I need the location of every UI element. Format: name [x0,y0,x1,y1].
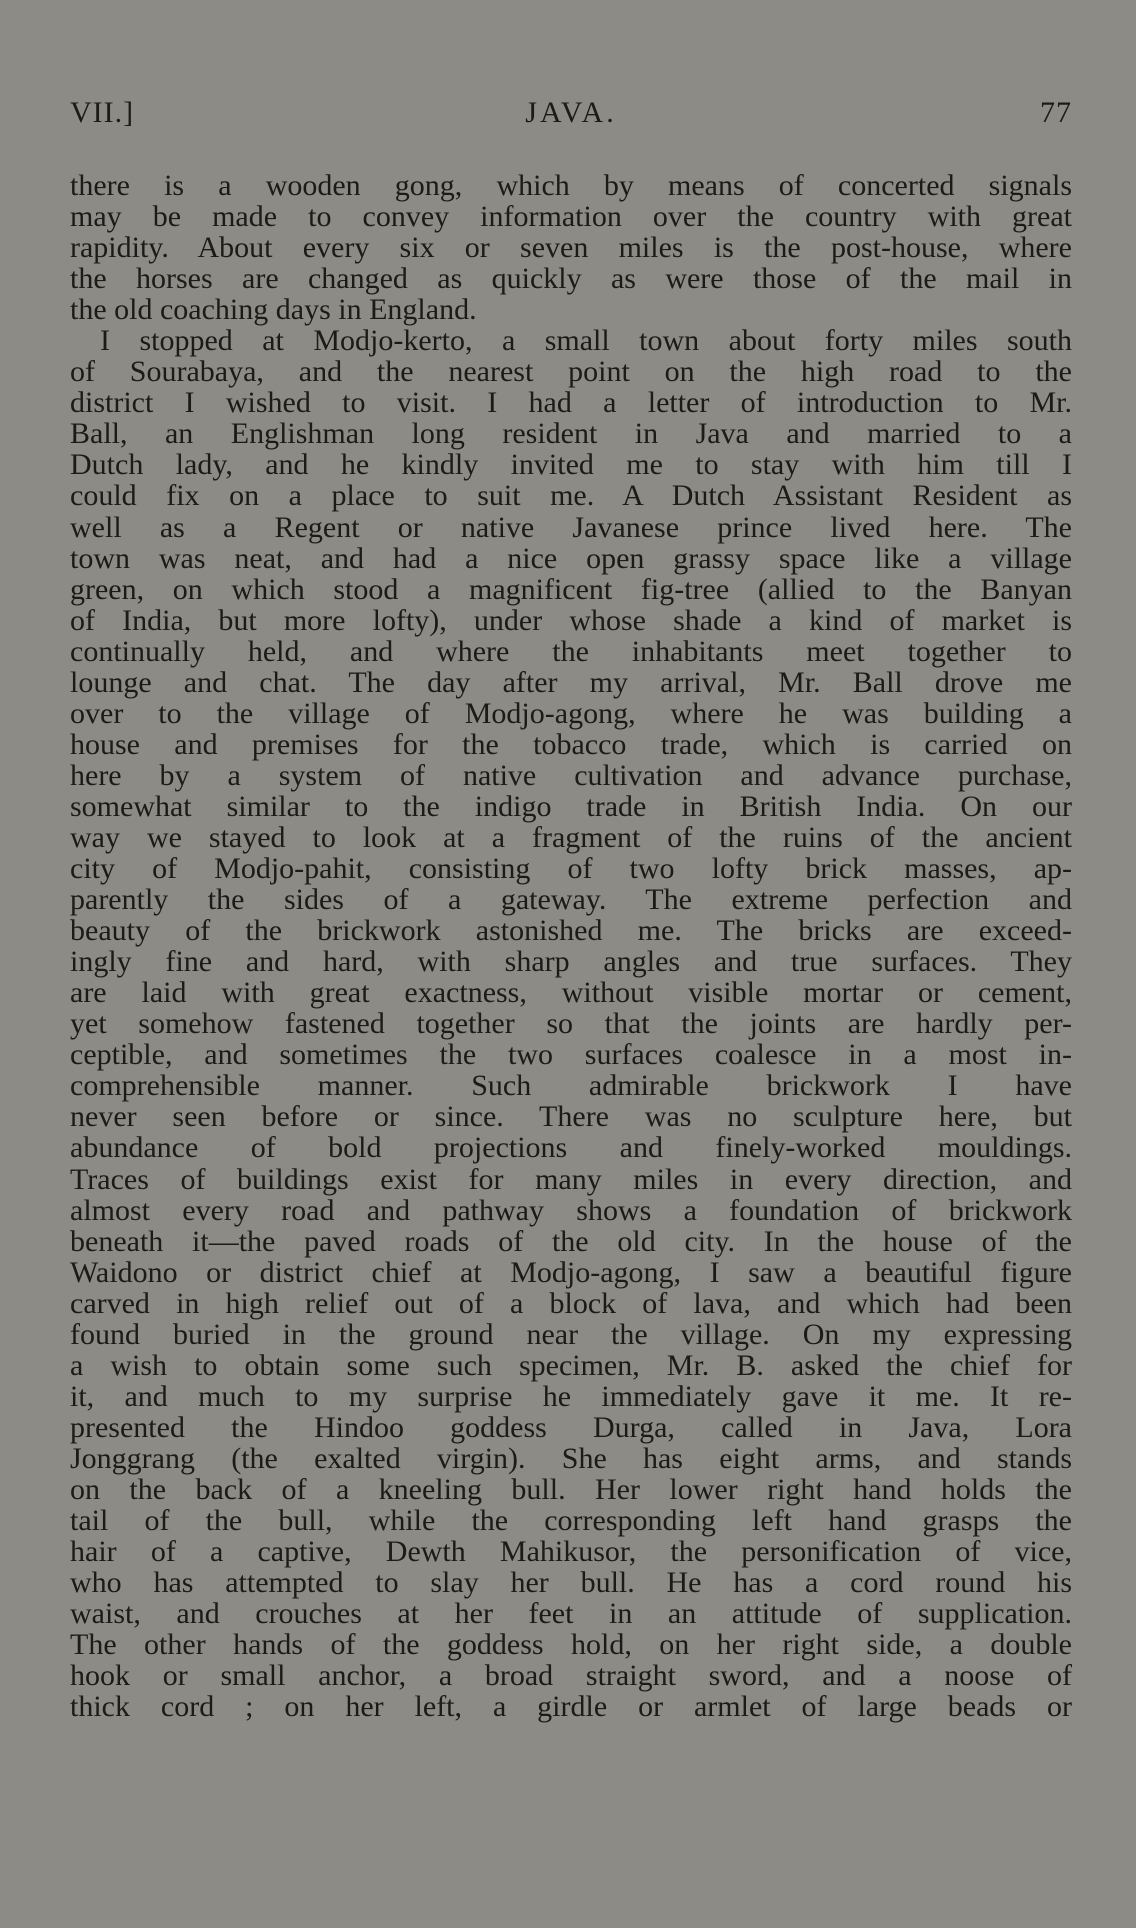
text-line: ingly fine and hard, with sharp angles and true surfaces. They [70,945,1072,979]
text-line: of India, but more lofty), under whose shade a kind of market is [70,603,1072,637]
text-line: comprehensible manner. Such admirable brickwork I have [70,1069,1072,1103]
running-header [70,96,1072,136]
text-line: continually held, and where the inhabitants meet together to [70,634,1072,668]
text-line: way we stayed to look at a fragment of the ruins of the ancient [70,820,1072,854]
text-line: the old coaching days in England. [70,293,477,327]
text-line: well as a Regent or native Javanese prince lived here. The [70,510,1072,544]
text-line: it, and much to my surprise he immediately gave it me. It re- [70,1379,1072,1413]
text-line: lounge and chat. The day after my arrival, Mr. Ball drove me [70,665,1072,699]
text-line: house and premises for the tobacco trade, which is carried on [70,727,1072,761]
text-line: I stopped at Modjo-kerto, a small town about forty miles south [100,324,1072,358]
text-line: rapidity. About every six or seven miles is the post-house, where [70,231,1072,265]
text-line: hook or small anchor, a broad straight sword, and a noose of [70,1659,1072,1693]
text-line: may be made to convey information over the country with great [70,200,1072,234]
text-line: town was neat, and had a nice open grassy space like a village [70,541,1072,575]
text-line: are laid with great exactness, without visible mortar or cement, [70,976,1072,1010]
text-line: the horses are changed as quickly as were those of the mail in [70,262,1072,296]
text-line: beauty of the brickwork astonished me. The bricks are exceed- [70,914,1072,948]
text-line: could fix on a place to suit me. A Dutch Assistant Resident as [70,479,1072,513]
text-line: abundance of bold projections and finely-worked mouldings. [70,1131,1072,1165]
text-line: parently the sides of a gateway. The extreme perfection and [70,883,1072,917]
text-line: ceptible, and sometimes the two surfaces coalesce in a most in- [70,1038,1072,1072]
text-line: waist, and crouches at her feet in an attitude of supplication. [70,1597,1072,1631]
text-line: found buried in the ground near the village. On my expressing [70,1317,1072,1351]
text-line: district I wished to visit. I had a letter of introduction to Mr. [70,386,1072,420]
text-line: hair of a captive, Dewth Mahikusor, the personification of vice, [70,1535,1072,1569]
chapter-number: VII.] [70,96,135,129]
text-line: there is a wooden gong, which by means of concerted signals [70,169,1072,202]
page-number: 77 [1040,96,1072,129]
text-line: city of Modjo-pahit, consisting of two lofty brick masses, ap- [70,852,1072,886]
text-line: thick cord ; on her left, a girdle or armlet of large beads or [70,1690,1072,1724]
running-title: JAVA. [525,96,617,129]
text-line: presented the Hindoo goddess Durga, called in Java, Lora [70,1410,1072,1444]
text-line: Jonggrang (the exalted virgin). She has eight arms, and stands [70,1441,1072,1475]
text-line: tail of the bull, while the corresponding left hand grasps the [70,1504,1072,1538]
text-line: almost every road and pathway shows a foundation of brickwork [70,1193,1072,1227]
text-line: The other hands of the goddess hold, on her right side, a double [70,1628,1072,1662]
text-line: yet somehow fastened together so that the joints are hardly per- [70,1007,1072,1041]
text-line: somewhat similar to the indigo trade in British India. On our [70,789,1072,823]
text-line: here by a system of native cultivation and advance purchase, [70,758,1072,792]
text-line: a wish to obtain some such specimen, Mr. B. asked the chief for [70,1348,1072,1382]
text-line: beneath it—the paved roads of the old city. In the house of the [70,1224,1072,1258]
text-line: Ball, an Englishman long resident in Java and married to a [70,417,1072,451]
text-line: who has attempted to slay her bull. He has a cord round his [70,1566,1072,1600]
text-line: green, on which stood a magnificent fig-tree (allied to the Banyan [70,572,1072,606]
text-line: Waidono or district chief at Modjo-agong, I saw a beautiful figure [70,1255,1072,1289]
text-line: carved in high relief out of a block of lava, and which had been [70,1286,1072,1320]
body-text [70,170,1072,1722]
text-line: never seen before or since. There was no sculpture here, but [70,1100,1072,1134]
text-line: Dutch lady, and he kindly invited me to stay with him till I [70,448,1072,482]
text-line: Traces of buildings exist for many miles in every direction, and [70,1162,1072,1196]
text-line: on the back of a kneeling bull. Her lower right hand holds the [70,1472,1072,1506]
text-line: of Sourabaya, and the nearest point on the high road to the [70,355,1072,389]
text-line: over to the village of Modjo-agong, where he was building a [70,696,1072,730]
